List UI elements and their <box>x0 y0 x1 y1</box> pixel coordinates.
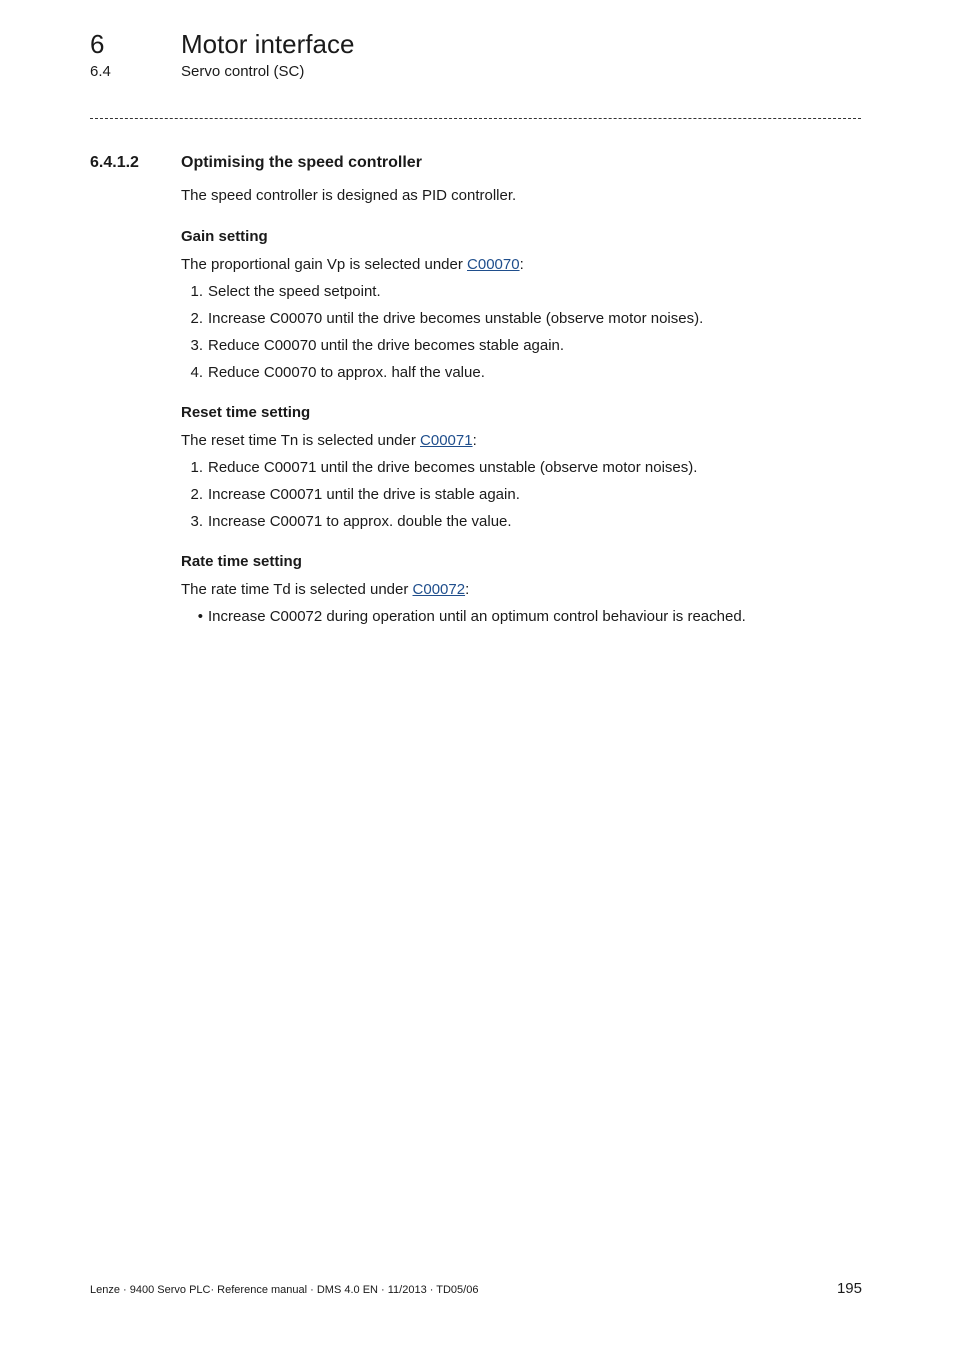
main-content <box>181 186 861 634</box>
list-item <box>181 485 861 505</box>
list-item <box>181 309 861 329</box>
bullet-icon: • <box>197 608 203 625</box>
list-item <box>181 458 861 478</box>
intro-paragraph: The speed controller is designed as PID controller. <box>181 187 517 204</box>
chapter-number: 6 <box>90 29 105 59</box>
list-item <box>181 336 861 356</box>
gain-intro-text: The proportional gain Vp is selected under <box>181 256 468 273</box>
reset-time-block <box>181 403 861 532</box>
chapter-title: Motor interface <box>181 29 355 59</box>
section-title: Servo control (SC) <box>181 63 305 80</box>
list-marker: 3. <box>190 337 203 354</box>
list-item-text: Reduce C00070 to approx. half the value. <box>208 364 485 381</box>
list-item-text: Select the speed setpoint. <box>208 283 381 300</box>
footer-text: Lenze · 9400 Servo PLC· Reference manual · DMS 4.0 EN · 11/2013 · TD05/06 <box>90 1284 479 1296</box>
link-c00071[interactable]: C00071 <box>420 432 473 449</box>
reset-time-intro <box>181 431 861 451</box>
rate-time-block <box>181 552 861 627</box>
rate-intro-suffix: : <box>465 581 470 598</box>
rate-time-intro <box>181 580 861 600</box>
reset-intro-suffix: : <box>472 432 477 449</box>
reset-time-heading: Reset time setting <box>181 404 311 421</box>
list-marker: 1. <box>190 459 203 476</box>
subsection-title: Optimising the speed controller <box>181 154 422 171</box>
list-item-text: Increase C00071 to approx. double the value. <box>208 513 512 530</box>
link-c00072[interactable]: C00072 <box>412 581 466 598</box>
gain-intro-suffix: : <box>519 256 524 273</box>
gain-setting-intro <box>181 255 861 275</box>
page-number: 195 <box>836 1280 862 1297</box>
header-separator <box>90 118 861 119</box>
list-item <box>181 512 861 532</box>
list-item <box>181 282 861 302</box>
rate-time-heading: Rate time setting <box>181 553 302 570</box>
link-c00070[interactable]: C00070 <box>467 256 520 273</box>
bullet-item-text: Increase C00072 during operation until an optimum control behaviour is reached. <box>208 608 746 625</box>
subsection-number: 6.4.1.2 <box>90 154 139 171</box>
list-marker: 3. <box>190 513 203 530</box>
list-marker: 2. <box>190 310 203 327</box>
list-marker: 2. <box>190 486 203 503</box>
list-item <box>181 363 861 383</box>
list-item-text: Increase C00070 until the drive becomes unstable (observe motor noises). <box>208 310 704 327</box>
reset-intro-text: The reset time Tn is selected under <box>181 432 421 449</box>
section-number: 6.4 <box>90 63 111 80</box>
rate-intro-text: The rate time Td is selected under <box>181 581 413 598</box>
bullet-item <box>181 607 861 627</box>
gain-setting-block <box>181 227 861 383</box>
list-item-text: Increase C00071 until the drive is stable again. <box>208 486 520 503</box>
list-marker: 1. <box>190 283 203 300</box>
list-item-text: Reduce C00071 until the drive becomes unstable (observe motor noises). <box>208 459 698 476</box>
list-marker: 4. <box>190 364 203 381</box>
gain-setting-heading: Gain setting <box>181 228 268 245</box>
list-item-text: Reduce C00070 until the drive becomes stable again. <box>208 337 565 354</box>
